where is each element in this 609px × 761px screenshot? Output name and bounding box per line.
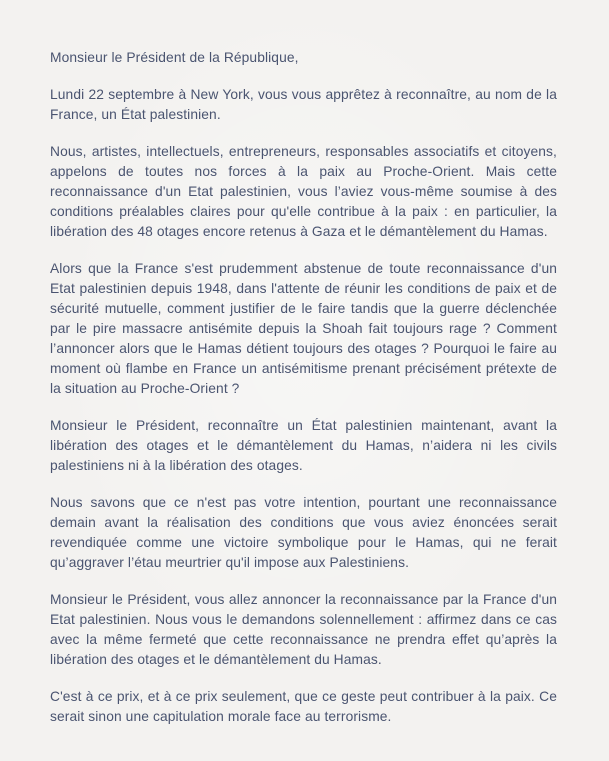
letter-paragraph-5: Nous savons que ce n'est pas votre intention, pourtant une reconnaissance demain avant la réalisation des conditions que vous aviez énoncées serait revendiquée comme une victoire symbolique pour le Hamas, qui ne ferait qu’aggraver l’étau meurtrier qu'il impose aux Palestiniens. (50, 495, 557, 570)
letter-paragraph-4: Monsieur le Président, reconnaître un État palestinien maintenant, avant la libération des otages et le démantèlement du Hamas, n’aidera ni les civils palestiniens ni à la libération des otages. (50, 418, 557, 473)
letter-paragraph-7: C'est à ce prix, et à ce prix seulement, que ce geste peut contribuer à la paix. Ce serait sinon une capitulation morale face au terrorisme. (50, 689, 557, 724)
letter-salutation: Monsieur le Président de la République, (50, 50, 299, 65)
letter-paragraph-2: Nous, artistes, intellectuels, entrepreneurs, responsables associatifs et citoyens, appelons de toutes nos forces à la paix au Proche-Orient. Mais cette reconnaissance d'un Etat palestinien, vous l’aviez vous-même soumise à des conditions préalables claires pour qu'elle contribue à la paix : en particulier, la libération des 48 otages encore retenus à Gaza et le démantèlement du Hamas. (50, 144, 557, 239)
letter-paragraph-1: Lundi 22 septembre à New York, vous vous apprêtez à reconnaître, au nom de la France, un État palestinien. (50, 87, 557, 122)
letter-paragraph-6: Monsieur le Président, vous allez annoncer la reconnaissance par la France d'un Etat palestinien. Nous vous le demandons solennellement : affirmez dans ce cas avec la même fermeté que cette reconnaissance ne prendra effet qu’après la libération des otages et le démantèlement du Hamas. (50, 592, 557, 667)
letter-paragraph-3: Alors que la France s'est prudemment abstenue de toute reconnaissance d'un Etat palestinien depuis 1948, dans l'attente de réunir les conditions de paix et de sécurité mutuelle, comment justifier de le faire tandis que la guerre déclenchée par le pire massacre antisémite depuis la Shoah fait toujours rage ? Comment l’annoncer alors que le Hamas détient toujours des otages ? Pourquoi le faire au moment où flambe en France un antisémitisme prenant précisément prétexte de la situation au Proche-Orient ? (50, 261, 557, 396)
